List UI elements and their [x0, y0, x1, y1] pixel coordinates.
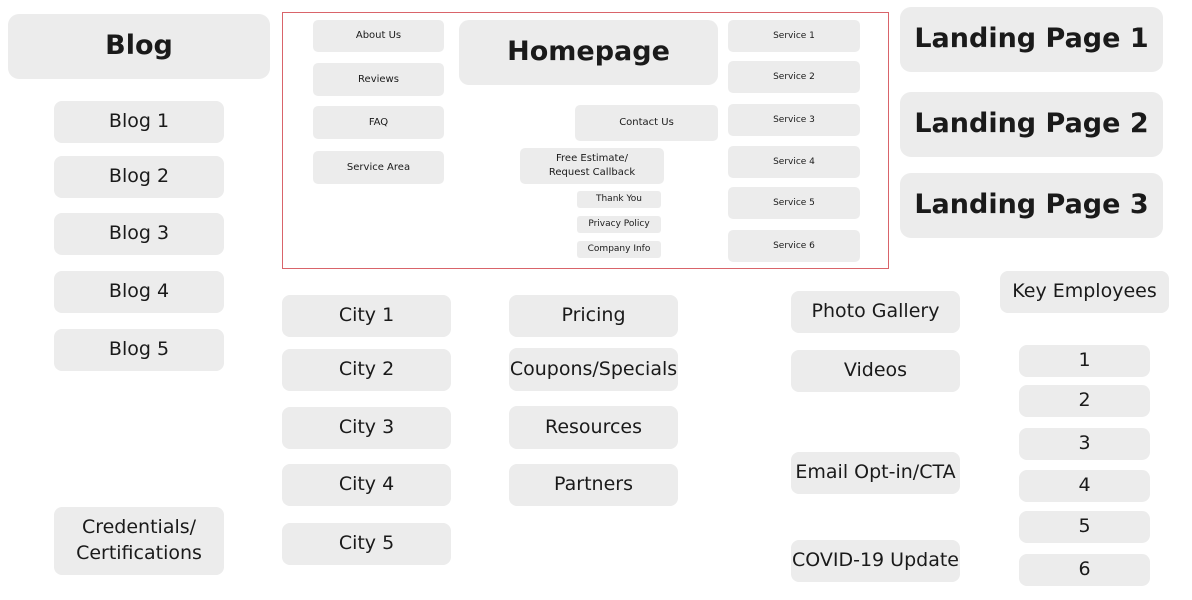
service-area-node: Service Area	[313, 151, 444, 184]
employee-4-node: 4	[1019, 470, 1150, 502]
partners-node: Partners	[509, 464, 678, 506]
service-5-node: Service 5	[728, 187, 860, 219]
email-opt-in-node: Email Opt-in/CTA	[791, 452, 960, 494]
pricing-node: Pricing	[509, 295, 678, 337]
reviews-node: Reviews	[313, 63, 444, 96]
employee-6-node: 6	[1019, 554, 1150, 586]
city-4-node: City 4	[282, 464, 451, 506]
blog-3-node: Blog 3	[54, 213, 224, 255]
resources-node: Resources	[509, 406, 678, 449]
blog-4-node: Blog 4	[54, 271, 224, 313]
employee-3-node: 3	[1019, 428, 1150, 460]
landing-page-1-node: Landing Page 1	[900, 7, 1163, 72]
service-1-node: Service 1	[728, 20, 860, 52]
service-4-node: Service 4	[728, 146, 860, 178]
coupons-specials-node: Coupons/Specials	[509, 348, 678, 391]
homepage-node: Homepage	[459, 20, 718, 85]
company-info-node: Company Info	[577, 241, 661, 258]
service-2-node: Service 2	[728, 61, 860, 93]
city-5-node: City 5	[282, 523, 451, 565]
about-us-node: About Us	[313, 20, 444, 52]
videos-node: Videos	[791, 350, 960, 392]
employee-5-node: 5	[1019, 511, 1150, 543]
photo-gallery-node: Photo Gallery	[791, 291, 960, 333]
key-employees-node: Key Employees	[1000, 271, 1169, 313]
faq-node: FAQ	[313, 106, 444, 139]
service-6-node: Service 6	[728, 230, 860, 262]
city-3-node: City 3	[282, 407, 451, 449]
contact-us-node: Contact Us	[575, 105, 718, 141]
free-estimate-node: Free Estimate/ Request Callback	[520, 148, 664, 184]
service-3-node: Service 3	[728, 104, 860, 136]
privacy-policy-node: Privacy Policy	[577, 216, 661, 233]
blog-1-node: Blog 1	[54, 101, 224, 143]
blog-5-node: Blog 5	[54, 329, 224, 371]
landing-page-2-node: Landing Page 2	[900, 92, 1163, 157]
covid-update-node: COVID-19 Update	[791, 540, 960, 582]
city-2-node: City 2	[282, 349, 451, 391]
employee-1-node: 1	[1019, 345, 1150, 377]
thank-you-node: Thank You	[577, 191, 661, 208]
blog-2-node: Blog 2	[54, 156, 224, 198]
landing-page-3-node: Landing Page 3	[900, 173, 1163, 238]
credentials-node: Credentials/ Certifications	[54, 507, 224, 575]
city-1-node: City 1	[282, 295, 451, 337]
employee-2-node: 2	[1019, 385, 1150, 417]
blog-node	[8, 14, 270, 79]
blog-title: Blog	[105, 30, 173, 62]
